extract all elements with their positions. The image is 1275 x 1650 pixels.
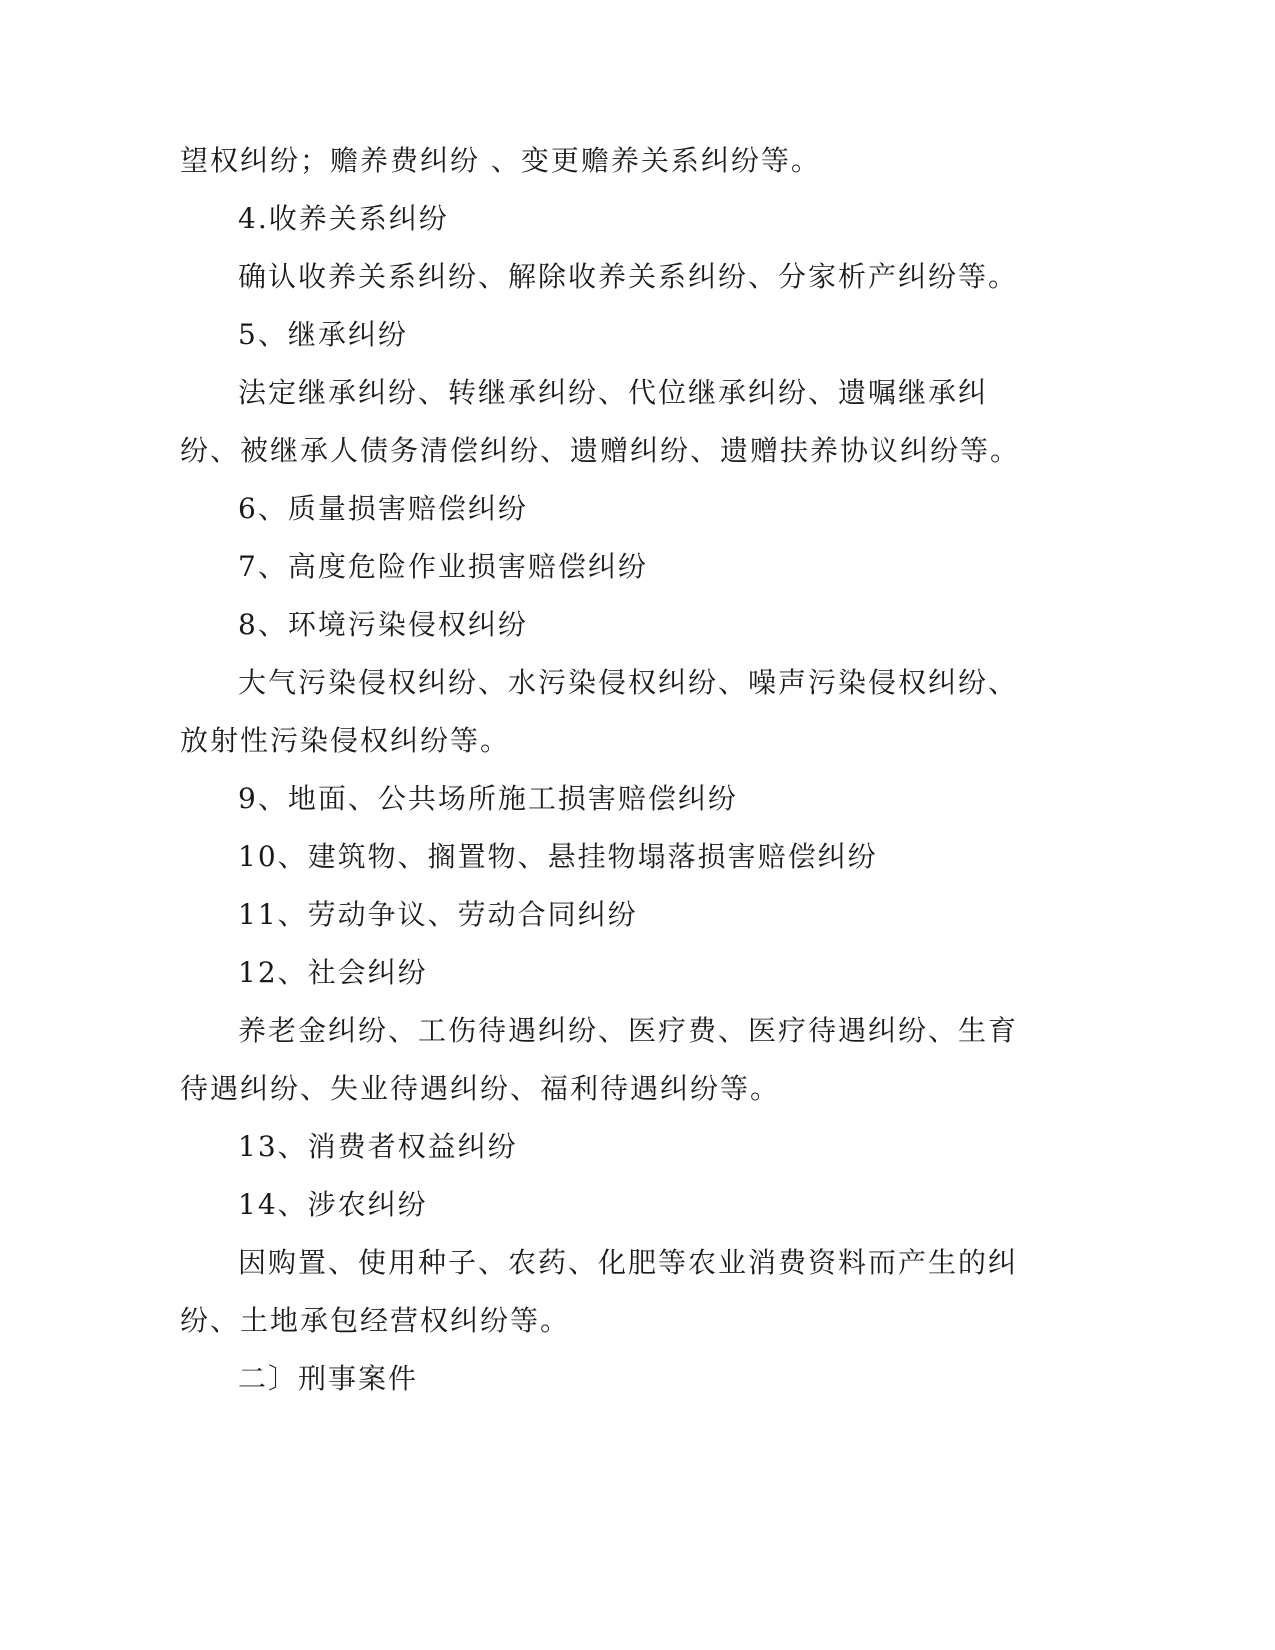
section-heading-quality: 6、质量损害赔偿纠纷 xyxy=(238,492,528,525)
section-heading-construction: 9、地面、公共场所施工损害赔偿纠纷 xyxy=(238,782,738,815)
paragraph-inheritance: 法定继承纠纷、转继承纠纷、代位继承纠纷、遗嘱继承纠纷、被继承人债务清偿纠纷、遗赠纠纷、遗赠扶养协议纠纷等。 xyxy=(180,376,1021,467)
section-heading-building: 10、建筑物、搁置物、悬挂物塌落损害赔偿纠纷 xyxy=(238,840,878,873)
section-heading-criminal: 二〕刑事案件 xyxy=(238,1362,419,1395)
section-heading-pollution: 8、环境污染侵权纠纷 xyxy=(238,608,528,641)
section-heading-adoption: 4.收养关系纠纷 xyxy=(238,202,449,235)
paragraph-agriculture: 因购置、使用种子、农药、化肥等农业消费资料而产生的纠纷、土地承包经营权纠纷等。 xyxy=(180,1246,1019,1337)
section-heading-labor: 11、劳动争议、劳动合同纠纷 xyxy=(238,898,638,931)
paragraph-adoption: 确认收养关系纠纷、解除收养关系纠纷、分家析产纠纷等。 xyxy=(238,260,1019,293)
section-heading-hazard: 7、高度危险作业损害赔偿纠纷 xyxy=(238,550,648,583)
section-heading-consumer: 13、消费者权益纠纷 xyxy=(238,1130,518,1163)
section-heading-inheritance: 5、继承纠纷 xyxy=(238,318,408,351)
section-heading-social: 12、社会纠纷 xyxy=(238,956,428,989)
section-heading-agriculture: 14、涉农纠纷 xyxy=(238,1188,428,1221)
paragraph-pollution: 大气污染侵权纠纷、水污染侵权纠纷、噪声污染侵权纠纷、放射性污染侵权纠纷等。 xyxy=(180,666,1019,757)
document-body xyxy=(180,132,1040,1408)
paragraph-social: 养老金纠纷、工伤待遇纠纷、医疗费、医疗待遇纠纷、生育待遇纠纷、失业待遇纠纷、福利待遇纠纷等。 xyxy=(180,1014,1019,1105)
paragraph-continued: 望权纠纷；赡养费纠纷 、变更赡养关系纠纷等。 xyxy=(180,144,821,177)
